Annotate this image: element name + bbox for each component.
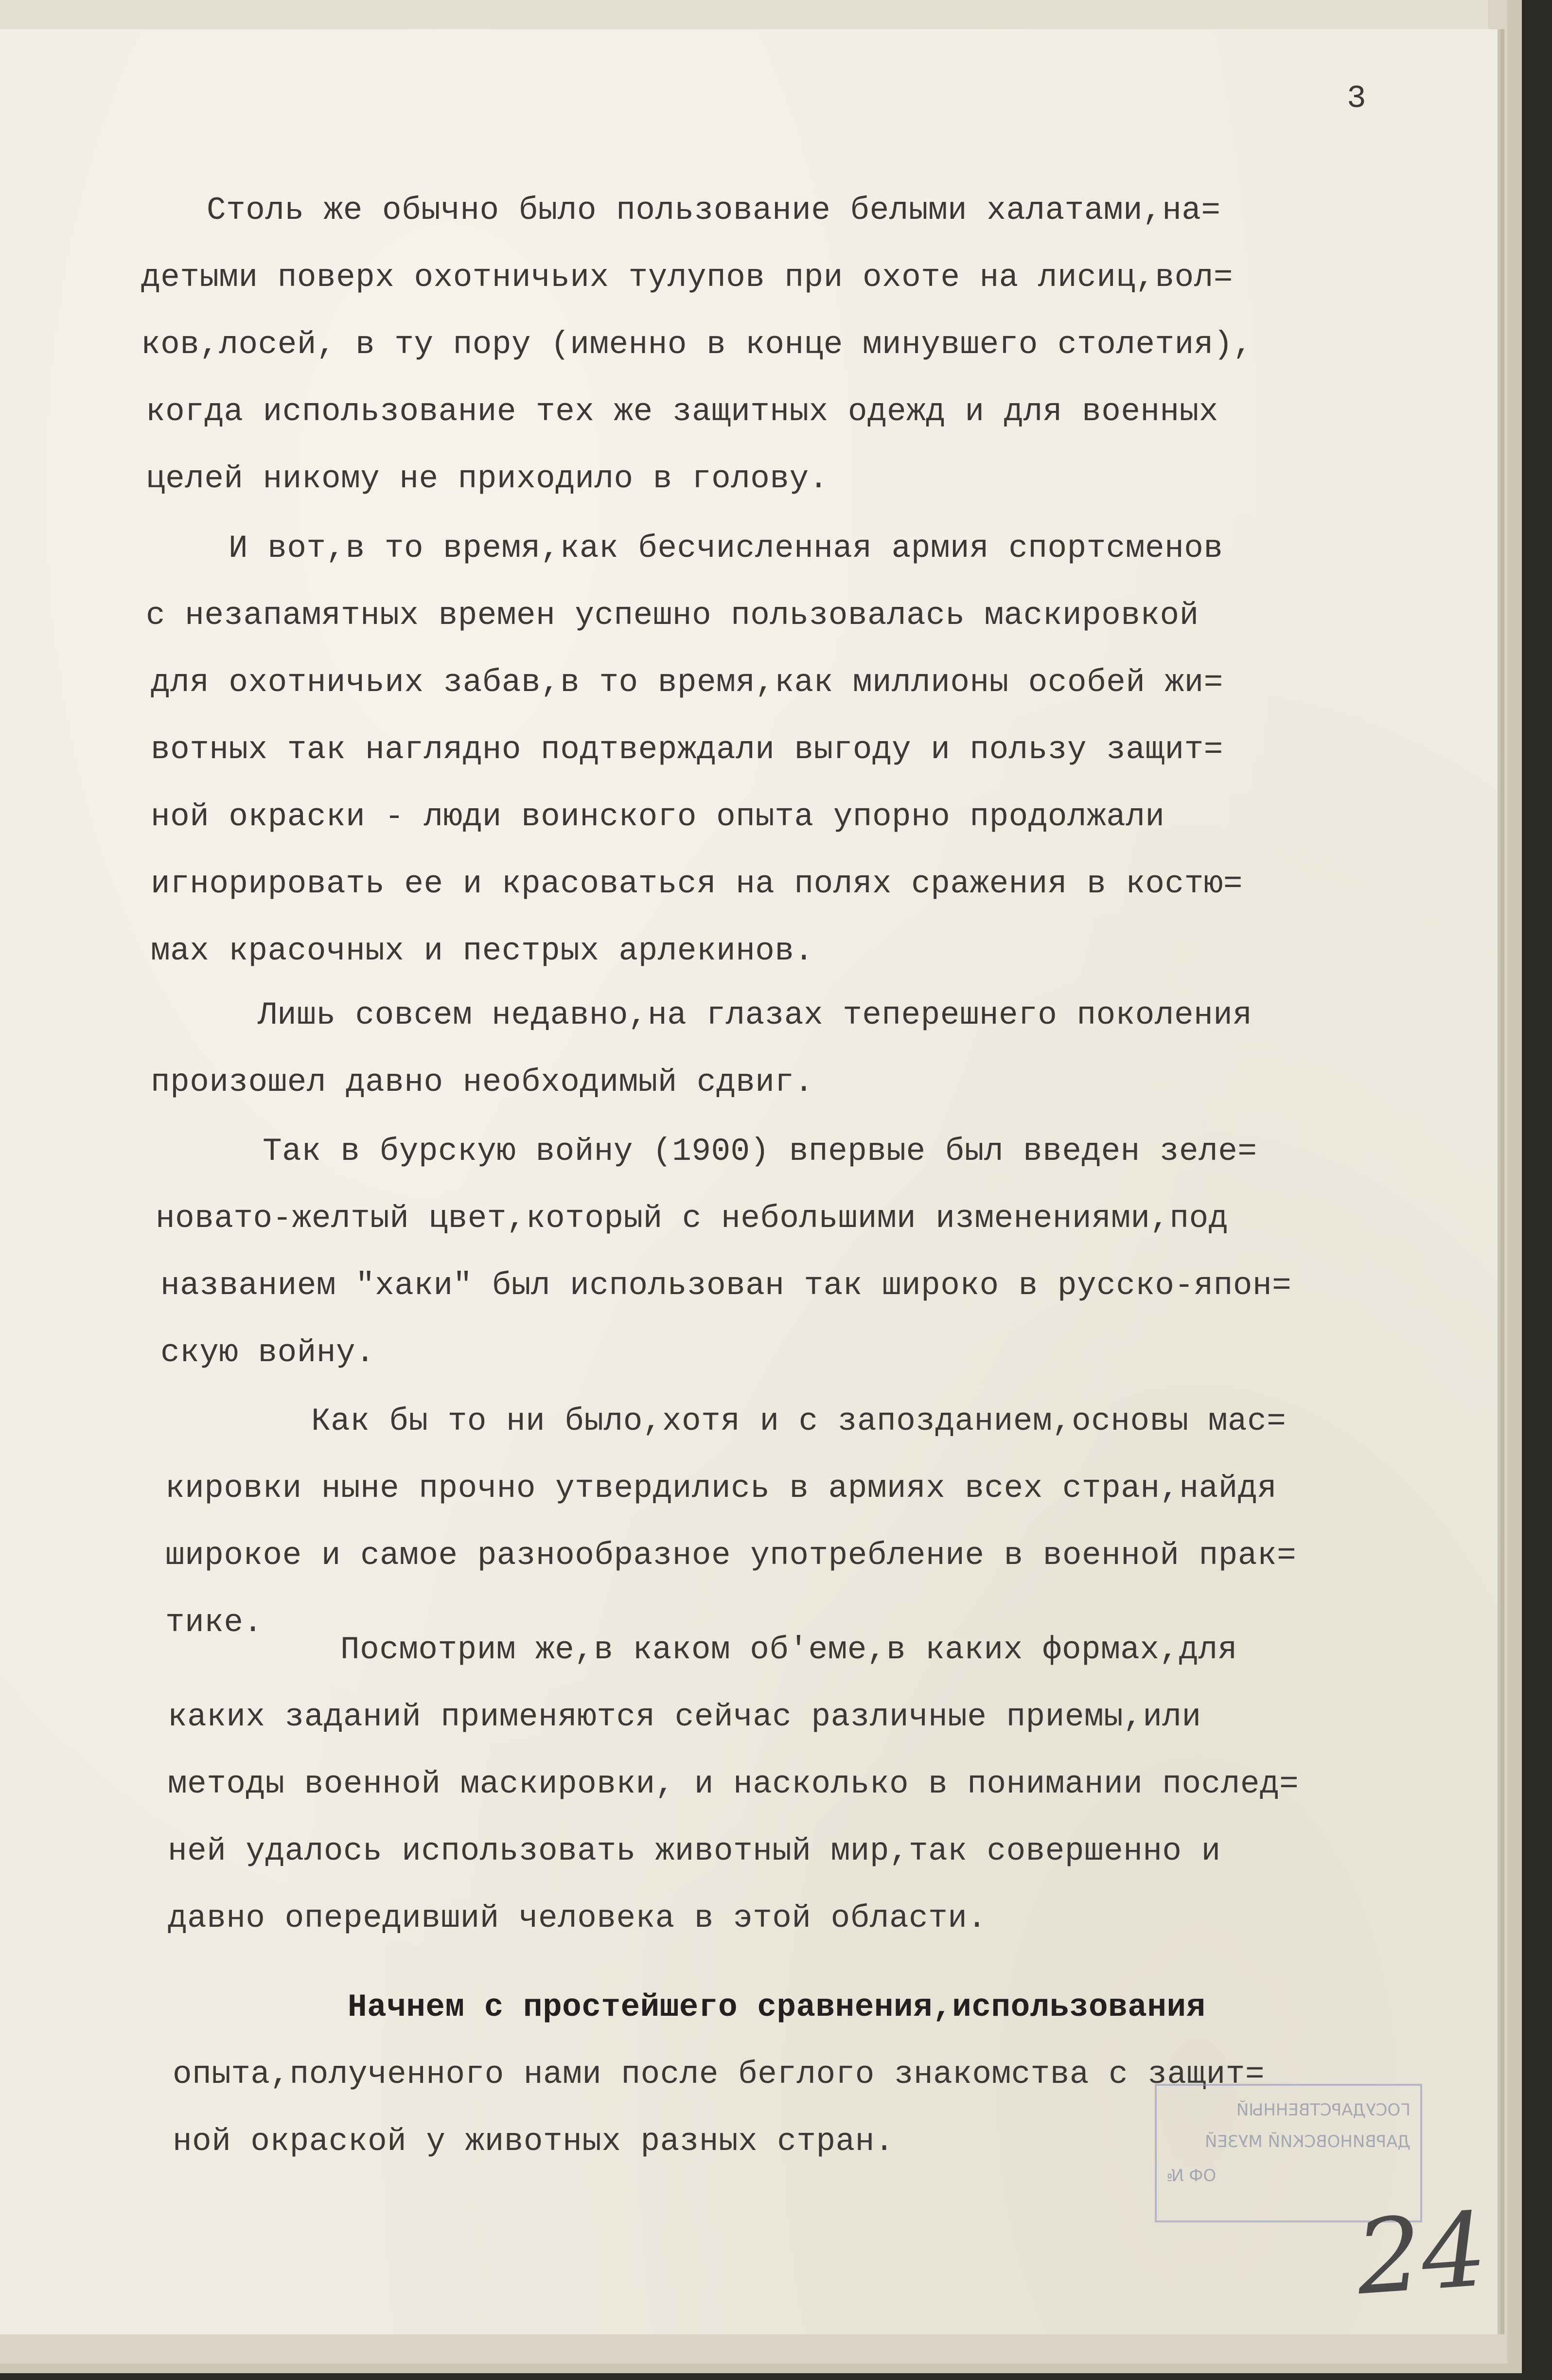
text-line: произошел давно необходимый сдвиг.	[151, 1064, 814, 1101]
stamp-line: ДАРВИНОВСКИЙ МУЗЕЙ	[1204, 2132, 1411, 2151]
text-line: Лишь совсем недавно,на глазах теперешнего поколения	[258, 997, 1252, 1033]
text-line: детыми поверх охотничьих тулупов при охоте на лисиц,вол=	[141, 259, 1233, 296]
page-number: 3	[1347, 80, 1366, 117]
handwritten-sheet-number: 24	[1352, 2189, 1491, 2318]
text-line: Начнем с простейшего сравнения,использования	[348, 1989, 1206, 2025]
text-line: для охотничьих забав,в то время,как миллионы особей жи=	[151, 664, 1223, 701]
text-line: с незапамятных времен успешно пользовалась маскировкой	[146, 597, 1199, 634]
stamp-line: ОФ №	[1166, 2166, 1217, 2185]
text-line: ной окраски - люди воинского опыта упорно продолжали	[151, 799, 1165, 835]
text-line: Так в бурскую войну (1900) впервые был введен зеле=	[263, 1133, 1257, 1170]
text-line: давно опередивший человека в этой области.	[168, 1900, 987, 1936]
text-line: Столь же обычно было пользование белыми халатами,на=	[207, 192, 1221, 229]
text-line: целей никому не приходило в голову.	[146, 461, 829, 497]
text-line: ной окраской у животных разных стран.	[173, 2123, 894, 2160]
text-line: игнорировать ее и красоваться на полях сражения в костю=	[151, 866, 1243, 902]
stamp-line: ГОСУДАРСТВЕННЫЙ	[1236, 2100, 1411, 2120]
text-line: Как бы то ни было,хотя и с запозданием,основы мас=	[311, 1403, 1287, 1439]
text-line: Посмотрим же,в каком об'еме,в каких формах,для	[340, 1632, 1237, 1668]
text-line: скую войну.	[160, 1334, 375, 1371]
text-line: ков,лосей, в ту пору (именно в конце минувшего столетия),	[141, 326, 1253, 363]
text-line: новато-желтый цвет,который с небольшими изменениями,под	[156, 1200, 1228, 1237]
text-line: ней удалось использовать животный мир,так совершенно и	[168, 1833, 1221, 1869]
text-line: широкое и самое разнообразное употребление в военной прак=	[165, 1537, 1297, 1574]
text-line: тике.	[165, 1604, 263, 1641]
document-page	[0, 29, 1498, 2334]
text-line: каких заданий применяются сейчас различные приемы,или	[168, 1699, 1201, 1735]
text-line: методы военной маскировки, и насколько в понимании послед=	[168, 1766, 1299, 1802]
top-sheet-edge	[0, 0, 1488, 30]
text-line: И вот,в то время,как бесчисленная армия спортсменов	[229, 530, 1223, 567]
text-line: мах красочных и пестрых арлекинов.	[151, 933, 814, 969]
text-line: опыта,полученного нами после беглого знакомства с защит=	[173, 2056, 1265, 2093]
text-line: кировки ныне прочно утвердились в армиях всех стран,найдя	[165, 1470, 1277, 1507]
text-line: названием "хаки" был использован так широко в русско-япон=	[160, 1267, 1292, 1304]
text-line: когда использование тех же защитных одежд и для военных	[146, 393, 1218, 430]
text-line: вотных так наглядно подтверждали выгоду и пользу защит=	[151, 731, 1223, 768]
